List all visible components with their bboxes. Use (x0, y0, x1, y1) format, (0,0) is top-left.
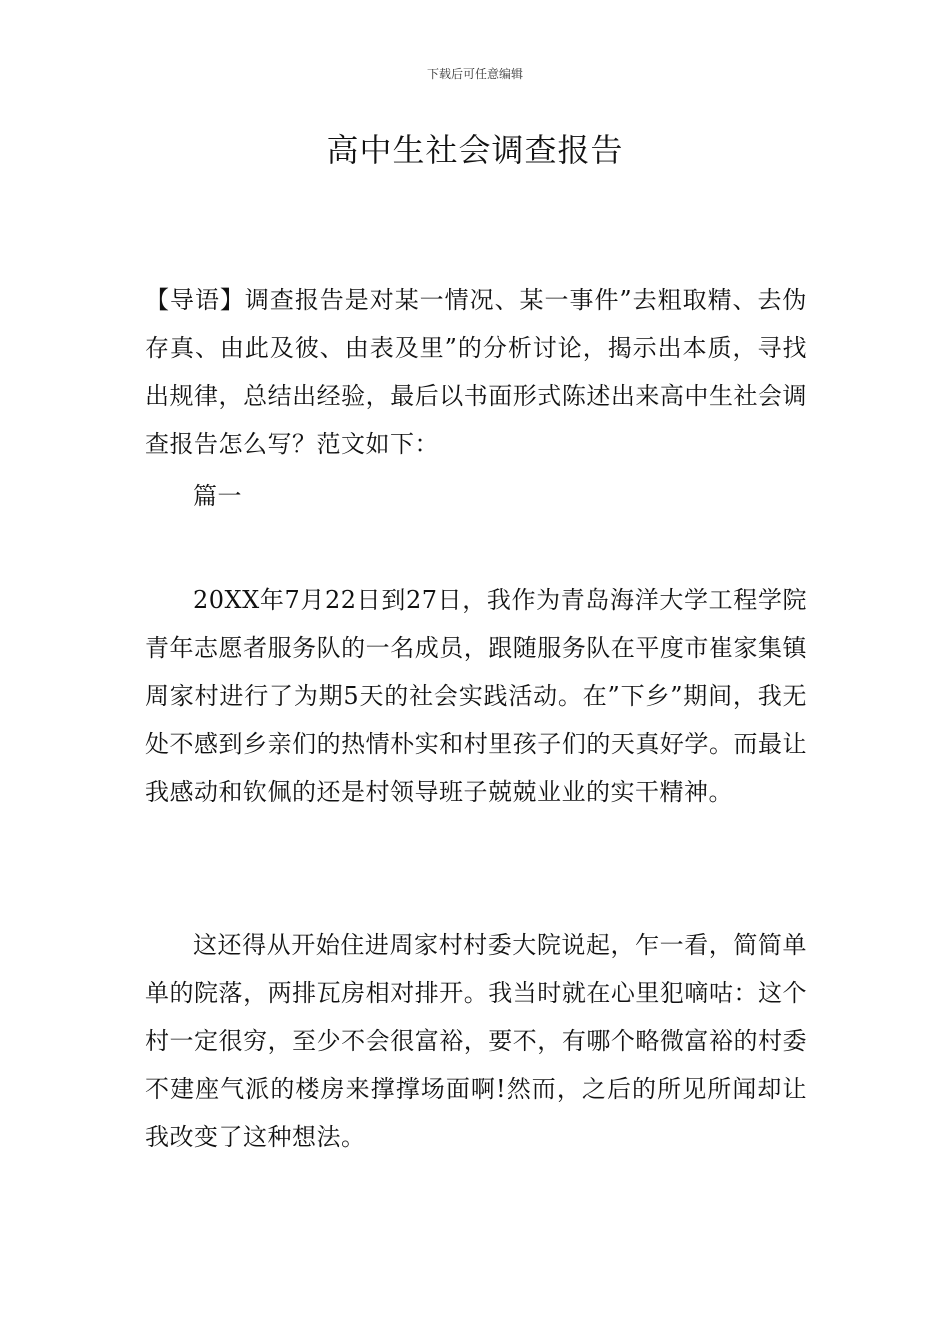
header-note: 下载后可任意编辑 (426, 67, 523, 81)
body-paragraph-1: 20XX年7月22日到27日，我作为青岛海洋大学工程学院青年志愿者服务队的一名成员，跟随服务队在平度市崔家集镇周家村进行了为期5天的社会实践活动。在”下乡”期间，我无处不感到乡亲们的热情朴实和村里孩子们的天真好学。而最让我感动和钦佩的还是村领导班子兢兢业业的实干精神。 (145, 586, 807, 806)
document-title: 高中生社会调查报告 (326, 131, 624, 169)
section-label: 篇一 (193, 482, 242, 510)
intro-paragraph: 【导语】调查报告是对某一情况、某一事件”去粗取精、去伪存真、由此及彼、由表及里”的分析讨论，揭示出本质，寻找出规律，总结出经验，最后以书面形式陈述出来高中生社会调查报告怎么写？范文如下： (145, 286, 807, 458)
body-paragraph-2: 这还得从开始住进周家村村委大院说起，乍一看，简简单单的院落，两排瓦房相对排开。我当时就在心里犯嘀咕：这个村一定很穷，至少不会很富裕，要不，有哪个略微富裕的村委不建座气派的楼房来撑撑场面啊!然而，之后的所见所闻却让我改变了这种想法。 (145, 931, 807, 1151)
